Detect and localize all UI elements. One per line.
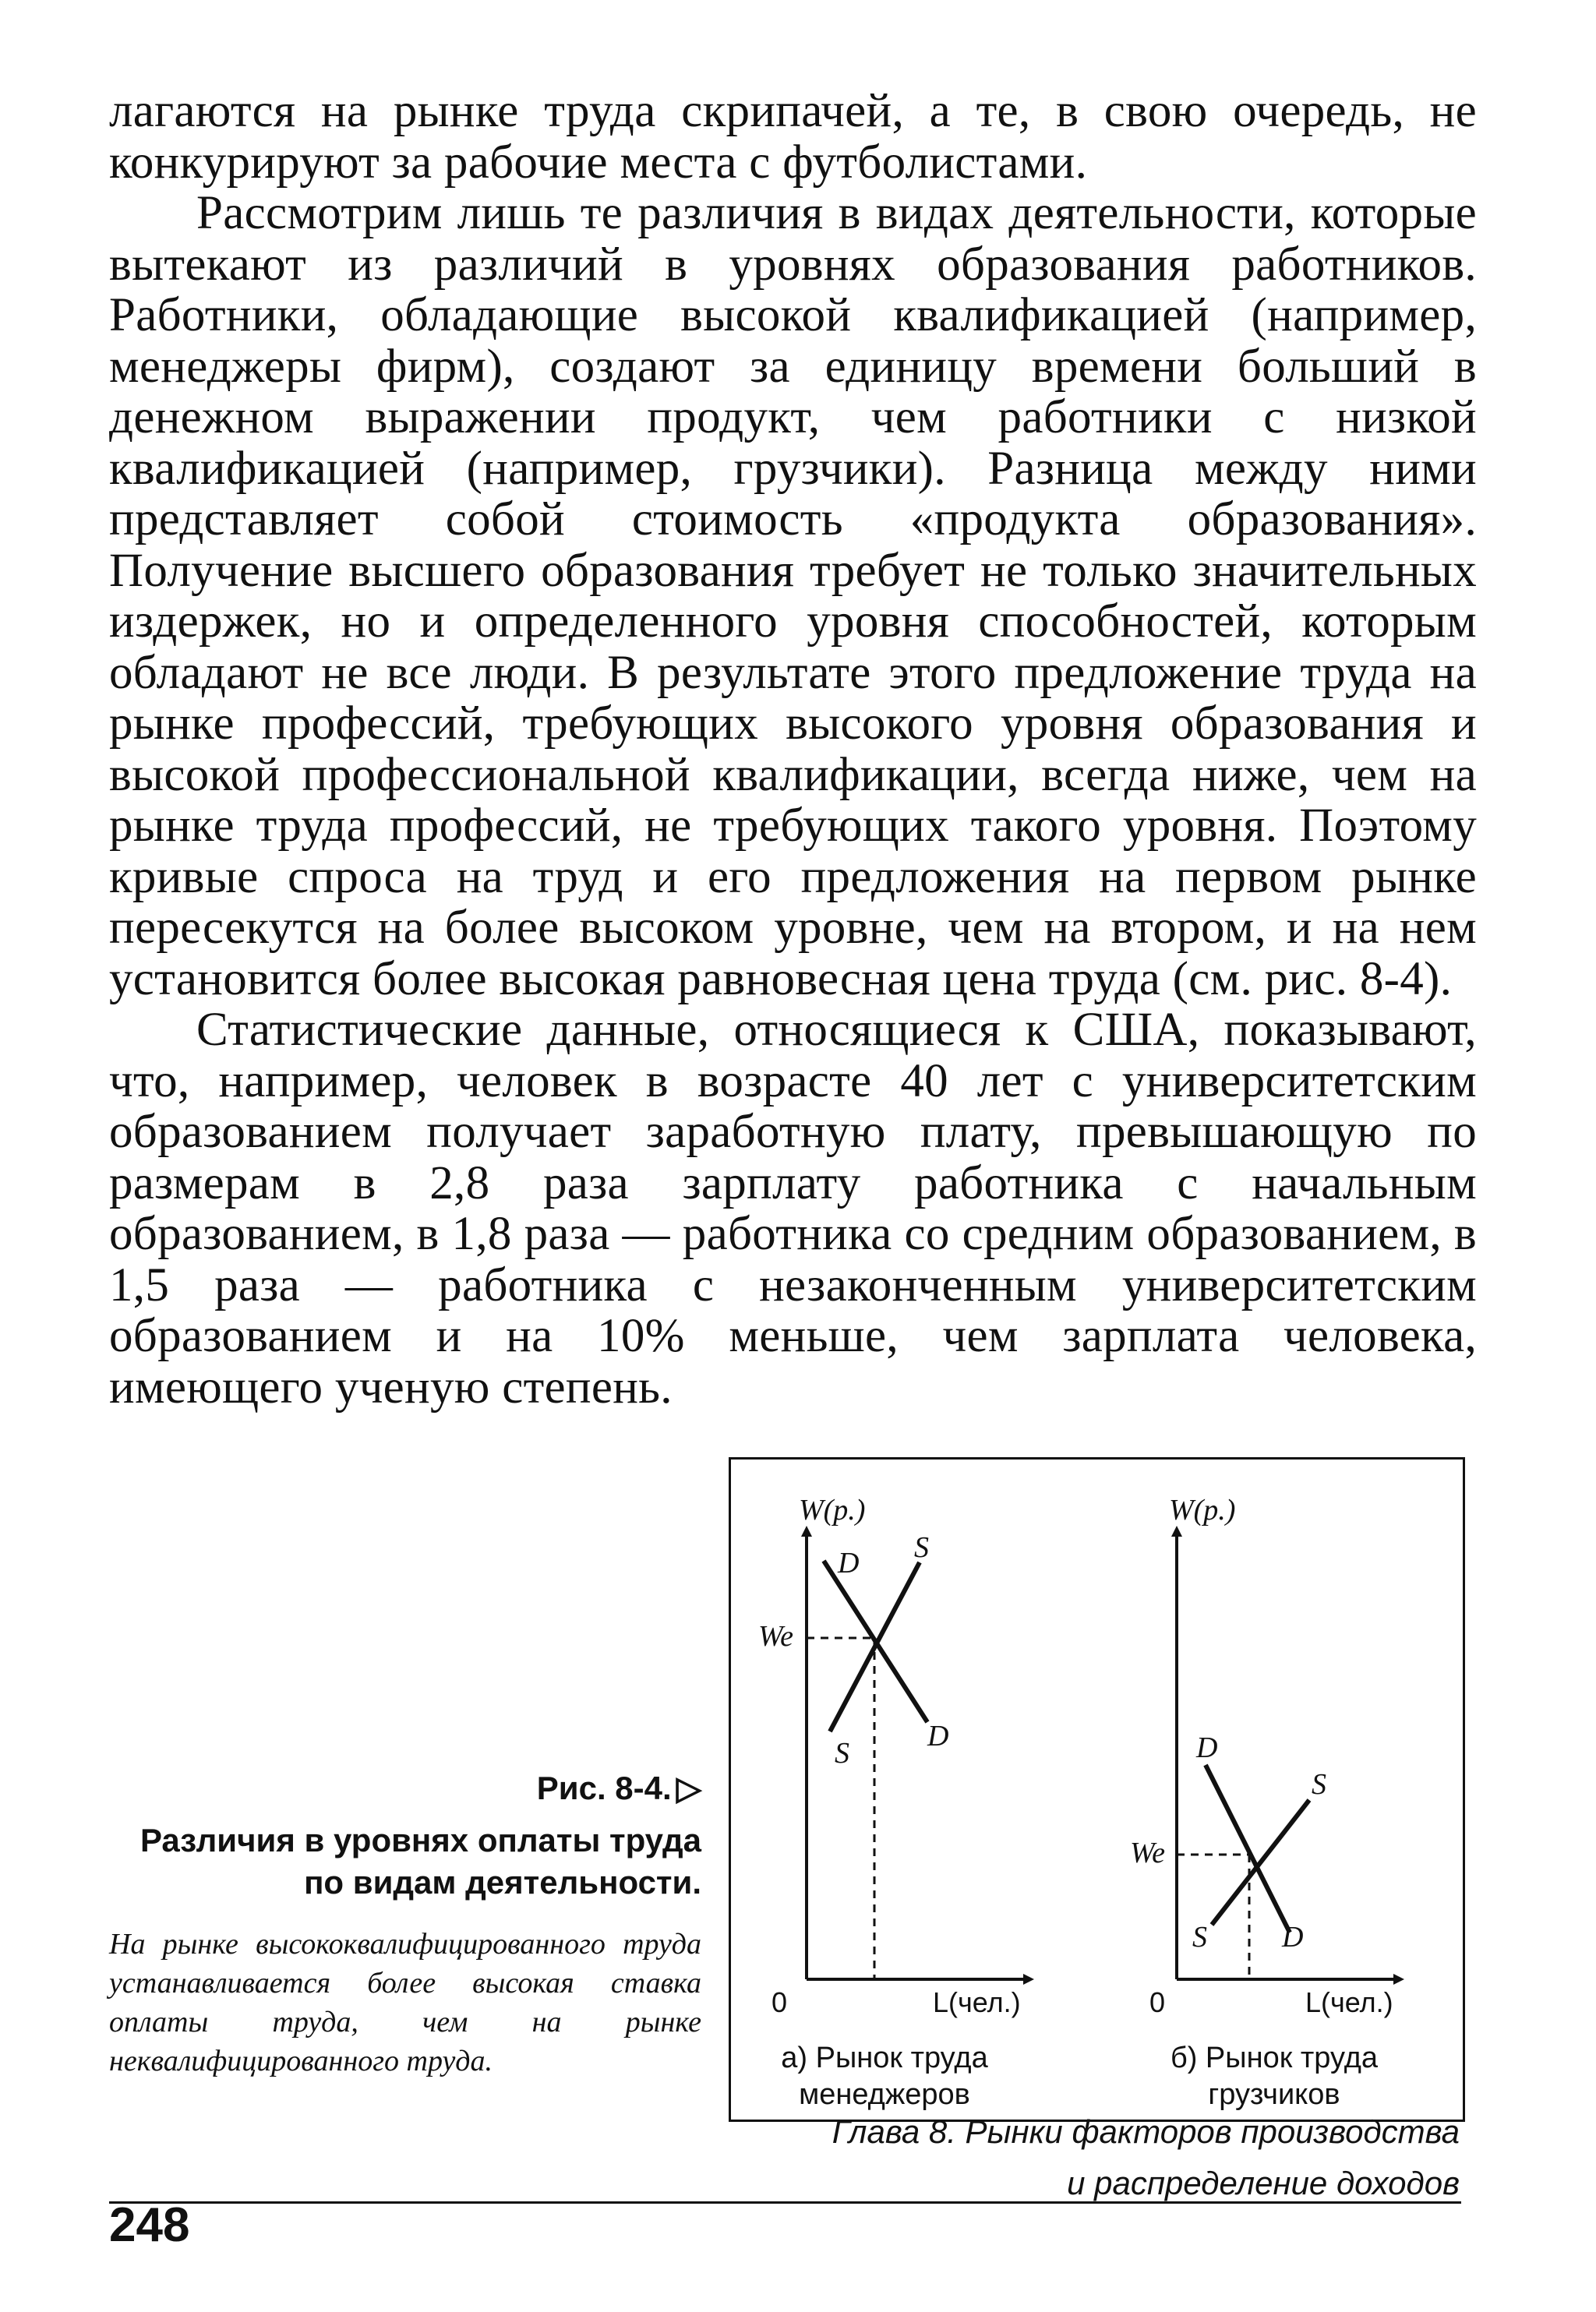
running-head-line1: Глава 8. Рынки факторов производства [832,2113,1460,2150]
figure-caption-description: На рынке высококвалифицированного труда устанавливается более высокая ставка оплаты труда, чем на рынке неквалифицированного труда. [109,1928,701,2077]
paragraph-1: лагаются на рынке труда скрипачей, а те, в свою очередь, не конкурируют за рабочие места с футболистами. [109,85,1477,189]
figure-caption-title: Различия в уровнях оплаты труда по видам деятельности. [139,1822,701,1901]
panel-a-title-line1: а) Рынок труда [781,2042,988,2074]
panel-b-title-line1: б) Рынок труда [1170,2042,1379,2074]
panel-b-y-label: W(р.) [1169,1494,1236,1527]
panel-a [758,1494,1029,2111]
running-head-line2: и распределение доходов [1067,2165,1460,2201]
panel-b-s-bottom: S [1192,1921,1207,1954]
panel-b-we: We [1130,1837,1166,1869]
panel-a-s-bottom: S [835,1737,849,1770]
panel-a-origin: 0 [772,1986,788,2018]
panel-a-d-bottom: D [927,1720,949,1753]
panel-a-title-line2: менеджеров [799,2078,970,2111]
figure-caption-label: Рис. 8-4. ▷ [536,1770,701,1806]
body-text [109,86,1477,1413]
panel-b-demand-curve [1206,1765,1290,1933]
panel-b-supply-curve [1212,1800,1309,1925]
panel-b-s-top: S [1312,1768,1326,1801]
panel-b-origin: 0 [1149,1986,1166,2018]
panel-b-d-bottom: D [1282,1921,1304,1954]
paragraph-3: Статистические данные, относящиеся к США, показывают, что, например, человек в возрасте 40 лет с университетским образованием получает заработную плату, превышающую по размерам в 2,8 раза зарплату работника с начальным образованием, в 1,8 раза — работника со средним образованием, в 1,5 раза — работника с незаконченным университетским образованием и на 10% меньше, чем зарплата человека, имеющего ученую степень. [109,1004,1477,1414]
panel-a-s-top: S [914,1531,929,1564]
panel-a-we: We [758,1620,794,1653]
panel-b-title-line2: грузчиков [1208,2078,1340,2111]
panel-a-x-label: L(чел.) [933,1986,1021,2018]
triangle-pointer-icon: ▷ [676,1770,701,1806]
figure-8-4 [729,1457,1465,2135]
panel-b-d-top: D [1196,1731,1218,1764]
panel-b [1130,1494,1399,2111]
panel-a-d-top: D [838,1547,860,1580]
panel-a-y-label: W(р.) [799,1494,866,1527]
page-number: 248 [109,2198,190,2252]
paragraph-2: Рассмотрим лишь те различия в видах деятельности, которые вытекают из различий в уровнях образования работников. Работники, обладающие высокой квалификацией (например, менеджеры фирм), создают за единицу времени больший в денежном выражении продукт, чем работники с низкой квалификацией (например, грузчики). Разница между ними представляет собой стоимость «продукта образования». Получение высшего образования требует не только значительных издержек, но и определенного уровня способностей, которым обладают не все люди. В результате этого предложение труда на рынке профессий, требующих высокого уровня образования и высокой профессиональной квалификации, всегда ниже, чем на рынке труда профессий, не требующих такого уровня. Поэтому кривые спроса на труд и его предложения на первом рынке пересекутся на более высоком уровне, чем на втором, и на нем установится более высокая равновесная цена труда (см. рис. 8-4). [109,187,1477,1005]
panel-b-x-label: L(чел.) [1305,1986,1393,2018]
